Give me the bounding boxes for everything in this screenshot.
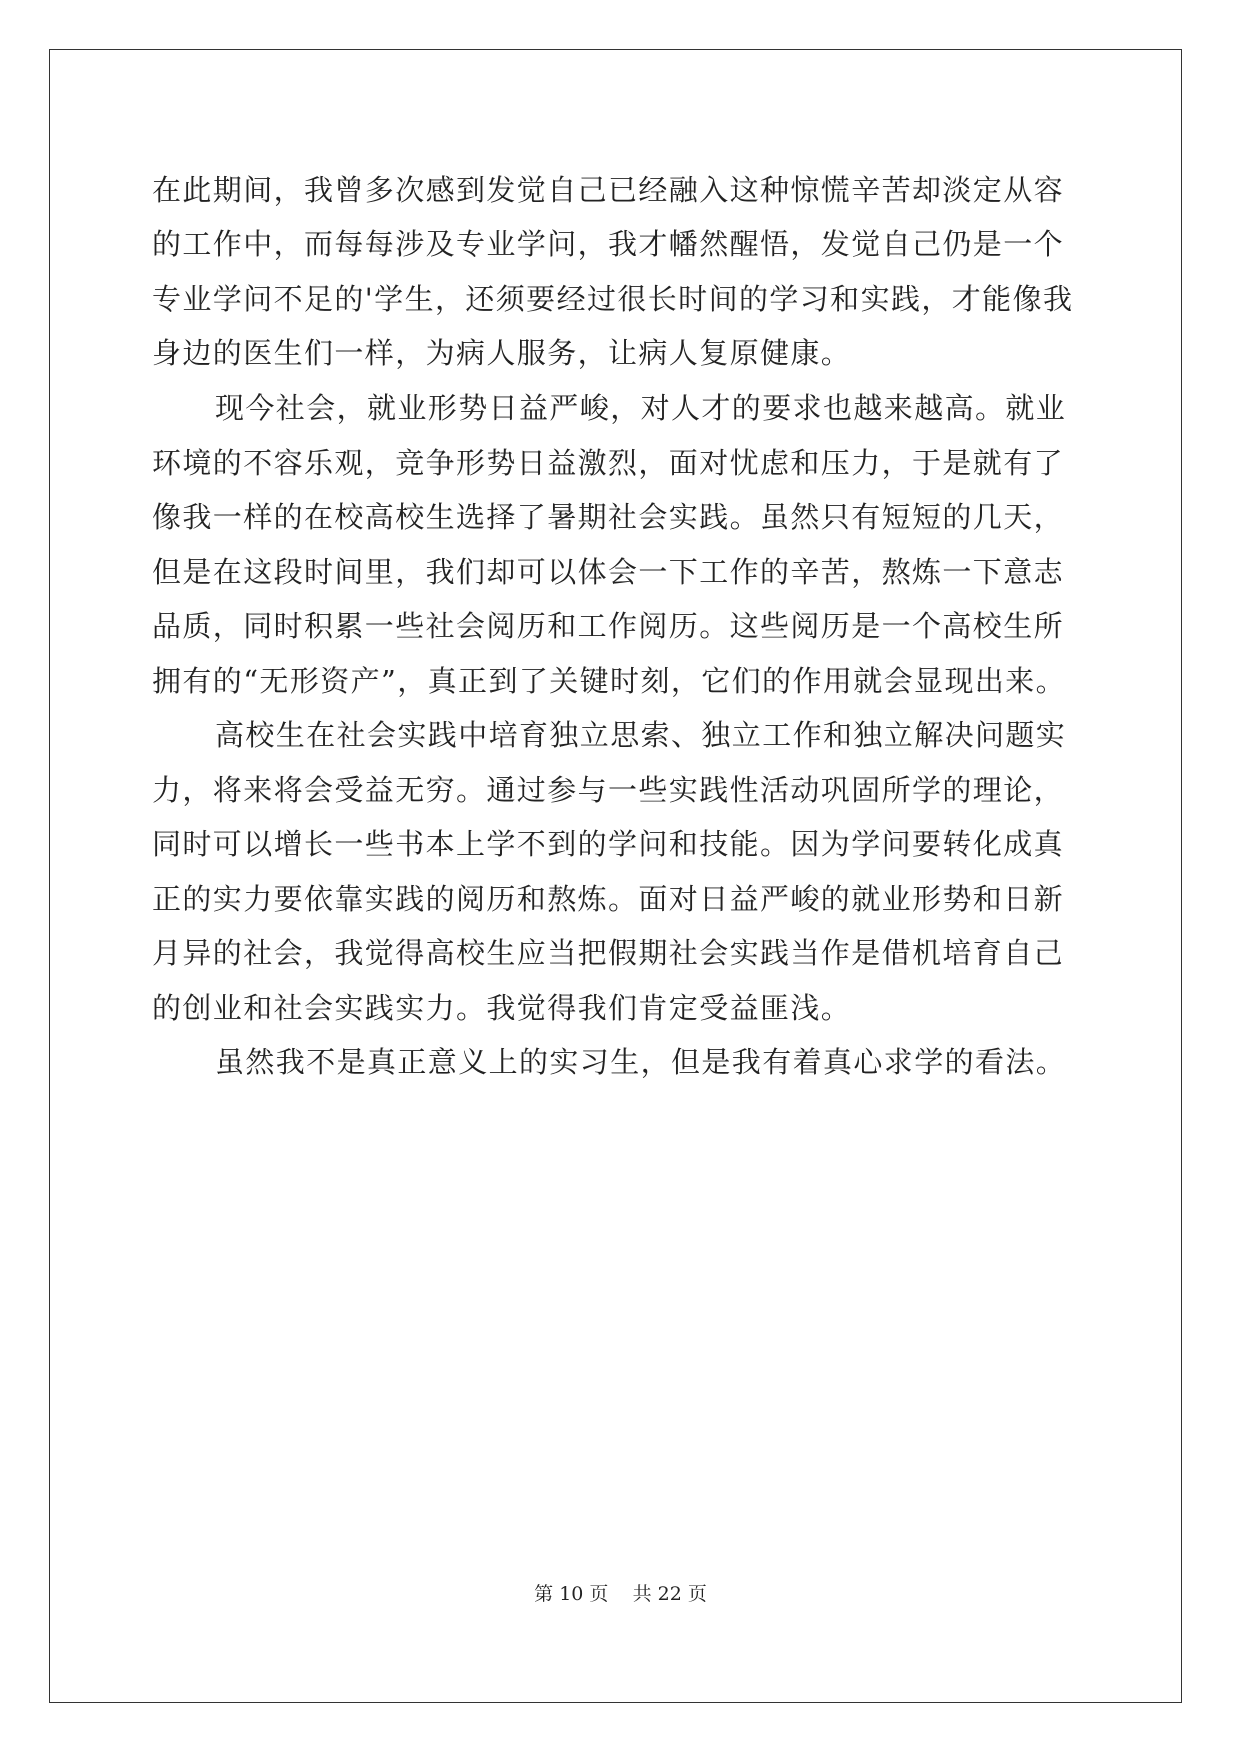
text-line: 的创业和社会实践实力。我觉得我们肯定受益匪浅。 [152, 991, 852, 1025]
text-line: 品质，同时积累一些社会阅历和工作阅历。这些阅历是一个高校生所 [152, 609, 1065, 643]
text-line: 拥有的“无形资产”，真正到了关键时刻，它们的作用就会显现出来。 [152, 664, 1067, 698]
text-line: 同时可以增长一些书本上学不到的学问和技能。因为学问要转化成真 [152, 827, 1065, 861]
page-number-footer: 第 10 页 共 22 页 [534, 1583, 707, 1605]
text-line: 力，将来将会受益无穷。通过参与一些实践性活动巩固所学的理论， [152, 773, 1065, 807]
text-line: 专业学问不足的'学生，还须要经过很长时间的学习和实践，才能像我 [152, 282, 1074, 316]
text-line: 在此期间，我曾多次感到发觉自己已经融入这种惊慌辛苦却淡定从容 [152, 173, 1065, 207]
text-line: 的工作中，而每每涉及专业学问，我才幡然醒悟，发觉自己仍是一个 [152, 227, 1065, 261]
paragraph-first-line: 现今社会，就业形势日益严峻，对人才的要求也越来越高。就业 [215, 391, 1067, 425]
paragraph-first-line: 高校生在社会实践中培育独立思索、独立工作和独立解决问题实 [215, 718, 1067, 752]
text-line: 正的实力要依靠实践的阅历和熬炼。面对日益严峻的就业形势和日新 [152, 882, 1065, 916]
text-line: 像我一样的在校高校生选择了暑期社会实践。虽然只有短短的几天， [152, 500, 1065, 534]
text-line: 但是在这段时间里，我们却可以体会一下工作的辛苦，熬炼一下意志 [152, 555, 1065, 589]
text-line: 环境的不容乐观，竞争形势日益激烈，面对忧虑和压力，于是就有了 [152, 446, 1065, 480]
text-line: 身边的医生们一样，为病人服务，让病人复原健康。 [152, 336, 852, 370]
text-line: 月异的社会，我觉得高校生应当把假期社会实践当作是借机培育自己 [152, 936, 1065, 970]
paragraph-first-line: 虽然我不是真正意义上的实习生，但是我有着真心求学的看法。 [215, 1045, 1067, 1079]
